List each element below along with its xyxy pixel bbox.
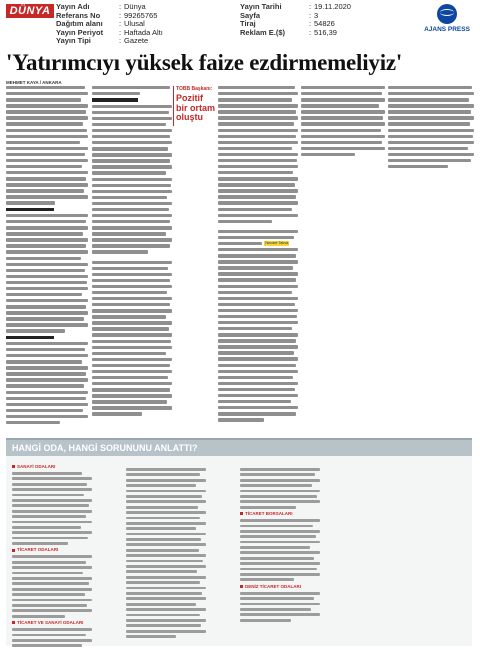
meta-row: Tiraj : 54826 (240, 19, 335, 29)
highlighted-line (218, 242, 298, 248)
subhead-beni-faiz-bitirdi (6, 208, 54, 212)
box-section-heading: TİCARET BORSALARI (240, 511, 320, 516)
issue-meta (240, 3, 351, 37)
bullet-icon (240, 585, 243, 588)
sidebar-box (6, 438, 472, 646)
publication-meta (56, 3, 163, 46)
meta-row: Yayın Adı : Dünya (56, 2, 146, 11)
pull-quote-column (176, 86, 216, 438)
article-column (92, 86, 172, 438)
box-column (12, 462, 92, 650)
box-section-heading: TİCARET VE SANAYİ ODALARI (12, 620, 92, 625)
article-headline: 'Yatırımcıyı yüksek faize ezdirmemeliyiz' (6, 50, 403, 75)
globe-icon (437, 4, 457, 24)
meta-row: Referans No : 99265765 (56, 10, 158, 20)
pull-quote-rule (173, 86, 174, 126)
highlighted-name: Necdet Takva (265, 240, 289, 245)
bullet-icon (12, 549, 15, 552)
subhead-matrah-artimi (92, 98, 138, 102)
article-column (301, 86, 385, 438)
bullet-icon (12, 465, 15, 468)
pull-quote-kicker: TOBB Başkanı: (176, 86, 213, 92)
meta-row: Dağıtım alanı : Ulusal (56, 19, 145, 29)
box-section-heading: TİCARET ODALARI (12, 547, 92, 552)
meta-row: Yayın Tarihi : 19.11.2020 (240, 2, 351, 11)
dunya-logo: DÜNYA (6, 4, 54, 18)
box-section-heading: SANAYİ ODALARI (12, 464, 92, 469)
sidebar-box-title: HANGİ ODA, HANGİ SORUNUNU ANLATTI? (6, 440, 472, 456)
agency-logo: AJANS PRESS (420, 4, 474, 33)
clipping-header (0, 0, 480, 48)
article-column (218, 86, 298, 438)
meta-row: Yayın Tipi : Gazete (56, 36, 149, 46)
byline: MEHMET KAYA / ANKARA (6, 80, 62, 85)
meta-row: Reklam E.($) : 516,39 (240, 27, 337, 37)
box-column (240, 462, 320, 624)
bullet-icon (12, 621, 15, 624)
box-section-heading: DENİZ TİCARET ODALARI (240, 584, 320, 589)
subhead-sahlanis-donemi (6, 336, 54, 340)
meta-row: Yayın Periyot : Haftada Altı (56, 27, 163, 37)
article-column (6, 86, 88, 438)
bullet-icon (240, 512, 243, 515)
article-column (388, 86, 474, 438)
pull-quote: Pozitif bir ortam oluştu (176, 93, 216, 122)
meta-row: Sayfa : 3 (240, 10, 319, 20)
box-column (126, 462, 206, 641)
